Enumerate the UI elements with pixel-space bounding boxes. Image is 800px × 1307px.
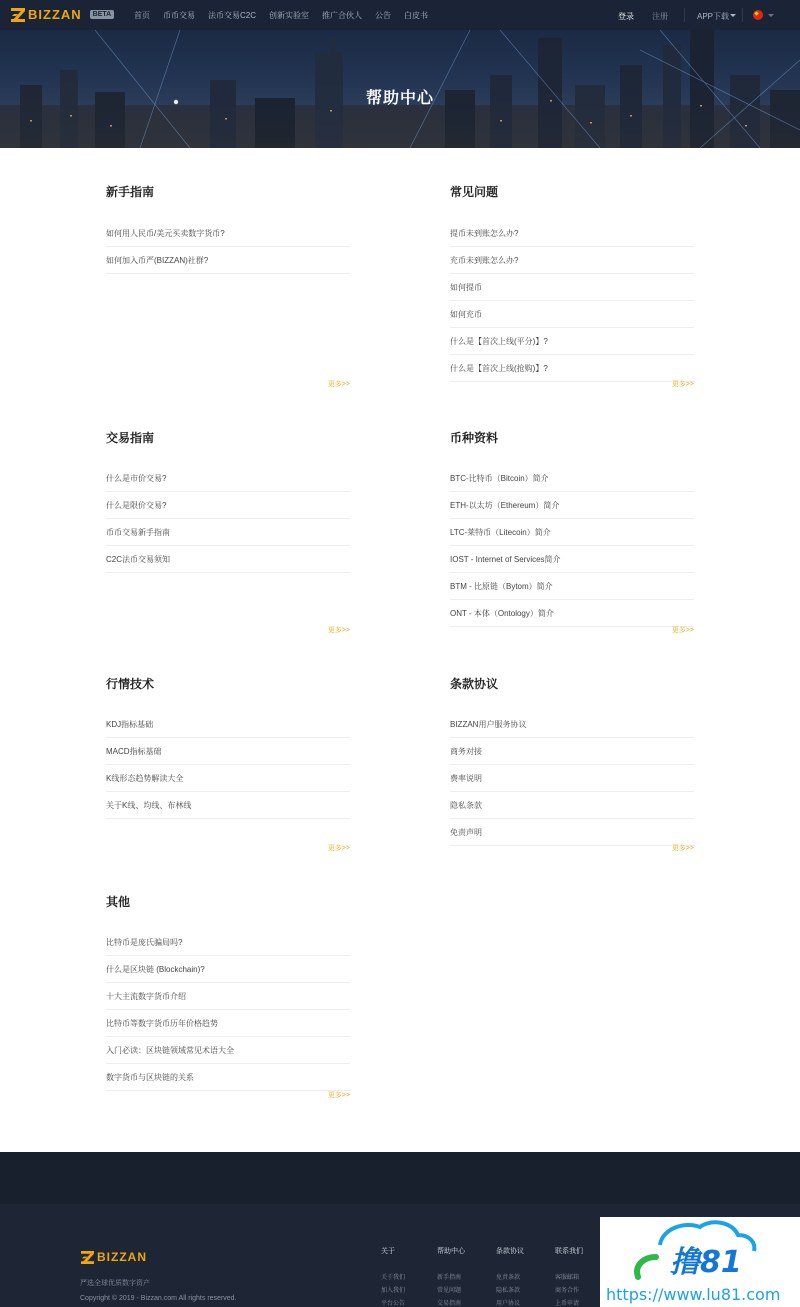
- footer-slogan: 严选全球优质数字资产: [80, 1280, 150, 1287]
- more-link[interactable]: 更多>>: [327, 381, 350, 388]
- article-link[interactable]: BTM - 比原链（Bytom）简介: [450, 573, 694, 600]
- footer-col-help: [437, 1246, 465, 1307]
- page-title: 帮助中心: [365, 90, 434, 107]
- article-link[interactable]: 如何用人民币/美元买卖数字货币?: [106, 220, 350, 247]
- top-nav: [0, 0, 800, 30]
- nav-divider: [684, 8, 685, 22]
- section-title: 交易指南: [106, 431, 155, 445]
- footer-band: [0, 1152, 800, 1204]
- article-link[interactable]: 提币未到账怎么办?: [450, 220, 694, 247]
- section-market-analysis: [106, 674, 350, 859]
- more-link[interactable]: 更多>>: [671, 845, 694, 852]
- section-title: 新手指南: [106, 185, 155, 199]
- footer-link[interactable]: 用户协议: [496, 1301, 521, 1307]
- article-link[interactable]: 比特币是庞氏骗局吗?: [106, 929, 350, 956]
- article-link[interactable]: 如何提币: [450, 274, 694, 301]
- article-link[interactable]: K线形态趋势解读大全: [106, 765, 350, 792]
- article-link[interactable]: KDJ指标基础: [106, 711, 350, 738]
- article-link[interactable]: 隐私条款: [450, 792, 694, 819]
- footer-col-terms: [496, 1246, 524, 1307]
- section-trading-guide: [106, 428, 350, 638]
- footer-link[interactable]: 关于我们: [381, 1275, 406, 1281]
- footer-link[interactable]: 上币申请: [555, 1301, 580, 1307]
- section-coin-info: [450, 428, 694, 638]
- article-link[interactable]: 比特币等数字货币历年价格趋势: [106, 1010, 350, 1037]
- article-link[interactable]: 币币交易新手指南: [106, 519, 350, 546]
- nav-promotion-partner[interactable]: 推广合伙人: [322, 10, 363, 20]
- nav-innovation-lab[interactable]: 创新实验室: [269, 10, 310, 20]
- article-link[interactable]: 什么是市价交易?: [106, 465, 350, 492]
- section-faq: [450, 182, 694, 392]
- section-title: 其他: [106, 895, 131, 909]
- main-nav: [134, 0, 441, 30]
- login-link[interactable]: 登录: [618, 12, 634, 21]
- footer-col-title: 联系我们: [555, 1248, 583, 1255]
- nav-spot-trading[interactable]: 币币交易: [163, 10, 195, 20]
- bizzan-logo-icon: [11, 8, 25, 22]
- footer-link[interactable]: 加入我们: [381, 1288, 406, 1294]
- article-link[interactable]: LTC-莱特币（Litecoin）简介: [450, 519, 694, 546]
- article-link[interactable]: BIZZAN用户服务协议: [450, 711, 694, 738]
- nav-divider: [742, 8, 743, 22]
- article-link[interactable]: 费率说明: [450, 765, 694, 792]
- article-link[interactable]: 如何充币: [450, 301, 694, 328]
- section-title: 币种资料: [450, 431, 499, 445]
- nav-c2c-trading[interactable]: 法币交易C2C: [208, 10, 257, 20]
- section-other: [106, 892, 350, 1107]
- footer-col-contact: [555, 1246, 583, 1307]
- footer-brand-name: BIZZAN: [97, 1250, 147, 1264]
- article-link[interactable]: C2C法币交易须知: [106, 546, 350, 573]
- section-beginner-guide: [106, 182, 350, 392]
- article-link[interactable]: 什么是区块链 (Blockchain)?: [106, 956, 350, 983]
- china-flag-icon[interactable]: [753, 10, 763, 20]
- article-link[interactable]: 如何加入币严(BIZZAN)社群?: [106, 247, 350, 274]
- watermark-url: https://www.lu81.com: [606, 1285, 781, 1304]
- article-link[interactable]: IOST - Internet of Services简介: [450, 546, 694, 573]
- article-link[interactable]: 十大主流数字货币介绍: [106, 983, 350, 1010]
- article-link[interactable]: BTC-比特币（Bitcoin）简介: [450, 465, 694, 492]
- nav-home[interactable]: 首页: [134, 10, 150, 20]
- nav-announcements[interactable]: 公告: [375, 10, 392, 20]
- watermark-text: 撸81: [670, 1245, 742, 1280]
- footer-logo[interactable]: [81, 1250, 147, 1264]
- footer-link[interactable]: 客服邮箱: [555, 1275, 580, 1281]
- brand-logo[interactable]: [11, 7, 114, 22]
- article-link[interactable]: 商务对接: [450, 738, 694, 765]
- article-link[interactable]: 入门必读：区块链领域常见术语大全: [106, 1037, 350, 1064]
- hero-banner: [0, 30, 800, 148]
- more-link[interactable]: 更多>>: [327, 1092, 350, 1099]
- nav-whitepaper[interactable]: 白皮书: [404, 10, 429, 20]
- article-link[interactable]: ETH-以太坊（Ethereum）简介: [450, 492, 694, 519]
- footer-col-about: [381, 1246, 405, 1307]
- article-link[interactable]: 什么是【首次上线(平分)】?: [450, 328, 694, 355]
- footer-link[interactable]: 新手指南: [437, 1275, 462, 1281]
- footer-link[interactable]: 交易指南: [437, 1301, 462, 1307]
- more-link[interactable]: 更多>>: [327, 845, 350, 852]
- more-link[interactable]: 更多>>: [327, 627, 350, 634]
- article-link[interactable]: MACD指标基础: [106, 738, 350, 765]
- footer-col-title: 条款协议: [496, 1248, 524, 1255]
- article-link[interactable]: 什么是【首次上线(抢购)】?: [450, 355, 694, 382]
- section-title: 行情技术: [106, 677, 155, 691]
- article-link[interactable]: 关于K线、均线、布林线: [106, 792, 350, 819]
- brand-name: BIZZAN: [28, 7, 82, 22]
- article-link[interactable]: ONT - 本体（Ontology）简介: [450, 600, 694, 627]
- footer-col-title: 帮助中心: [437, 1248, 465, 1255]
- bizzan-logo-icon: [81, 1251, 94, 1264]
- app-download-menu[interactable]: APP下载: [697, 12, 730, 21]
- more-link[interactable]: 更多>>: [671, 381, 694, 388]
- article-link[interactable]: 免责声明: [450, 819, 694, 846]
- article-link[interactable]: 充币未到账怎么办?: [450, 247, 694, 274]
- footer-link[interactable]: 隐私条款: [496, 1288, 521, 1294]
- footer-link[interactable]: 免责条款: [496, 1275, 521, 1281]
- footer-col-title: 关于: [381, 1248, 395, 1255]
- beta-badge: BETA: [90, 10, 115, 19]
- footer-link[interactable]: 常见问题: [437, 1288, 462, 1294]
- section-title: 常见问题: [450, 185, 499, 199]
- section-terms: [450, 674, 694, 859]
- article-link[interactable]: 数字货币与区块链的关系: [106, 1064, 350, 1091]
- article-link[interactable]: 什么是限价交易?: [106, 492, 350, 519]
- chevron-down-icon: [768, 14, 774, 17]
- footer-link[interactable]: 平台公告: [381, 1301, 406, 1307]
- watermark: [600, 1217, 800, 1307]
- chevron-down-icon: [730, 14, 736, 17]
- register-link[interactable]: 注册: [652, 12, 668, 21]
- footer-link[interactable]: 商务合作: [555, 1288, 580, 1294]
- more-link[interactable]: 更多>>: [671, 627, 694, 634]
- copyright: Copyright © 2019 - Bizzan.com All rights reserved.: [80, 1295, 237, 1302]
- section-title: 条款协议: [450, 677, 499, 691]
